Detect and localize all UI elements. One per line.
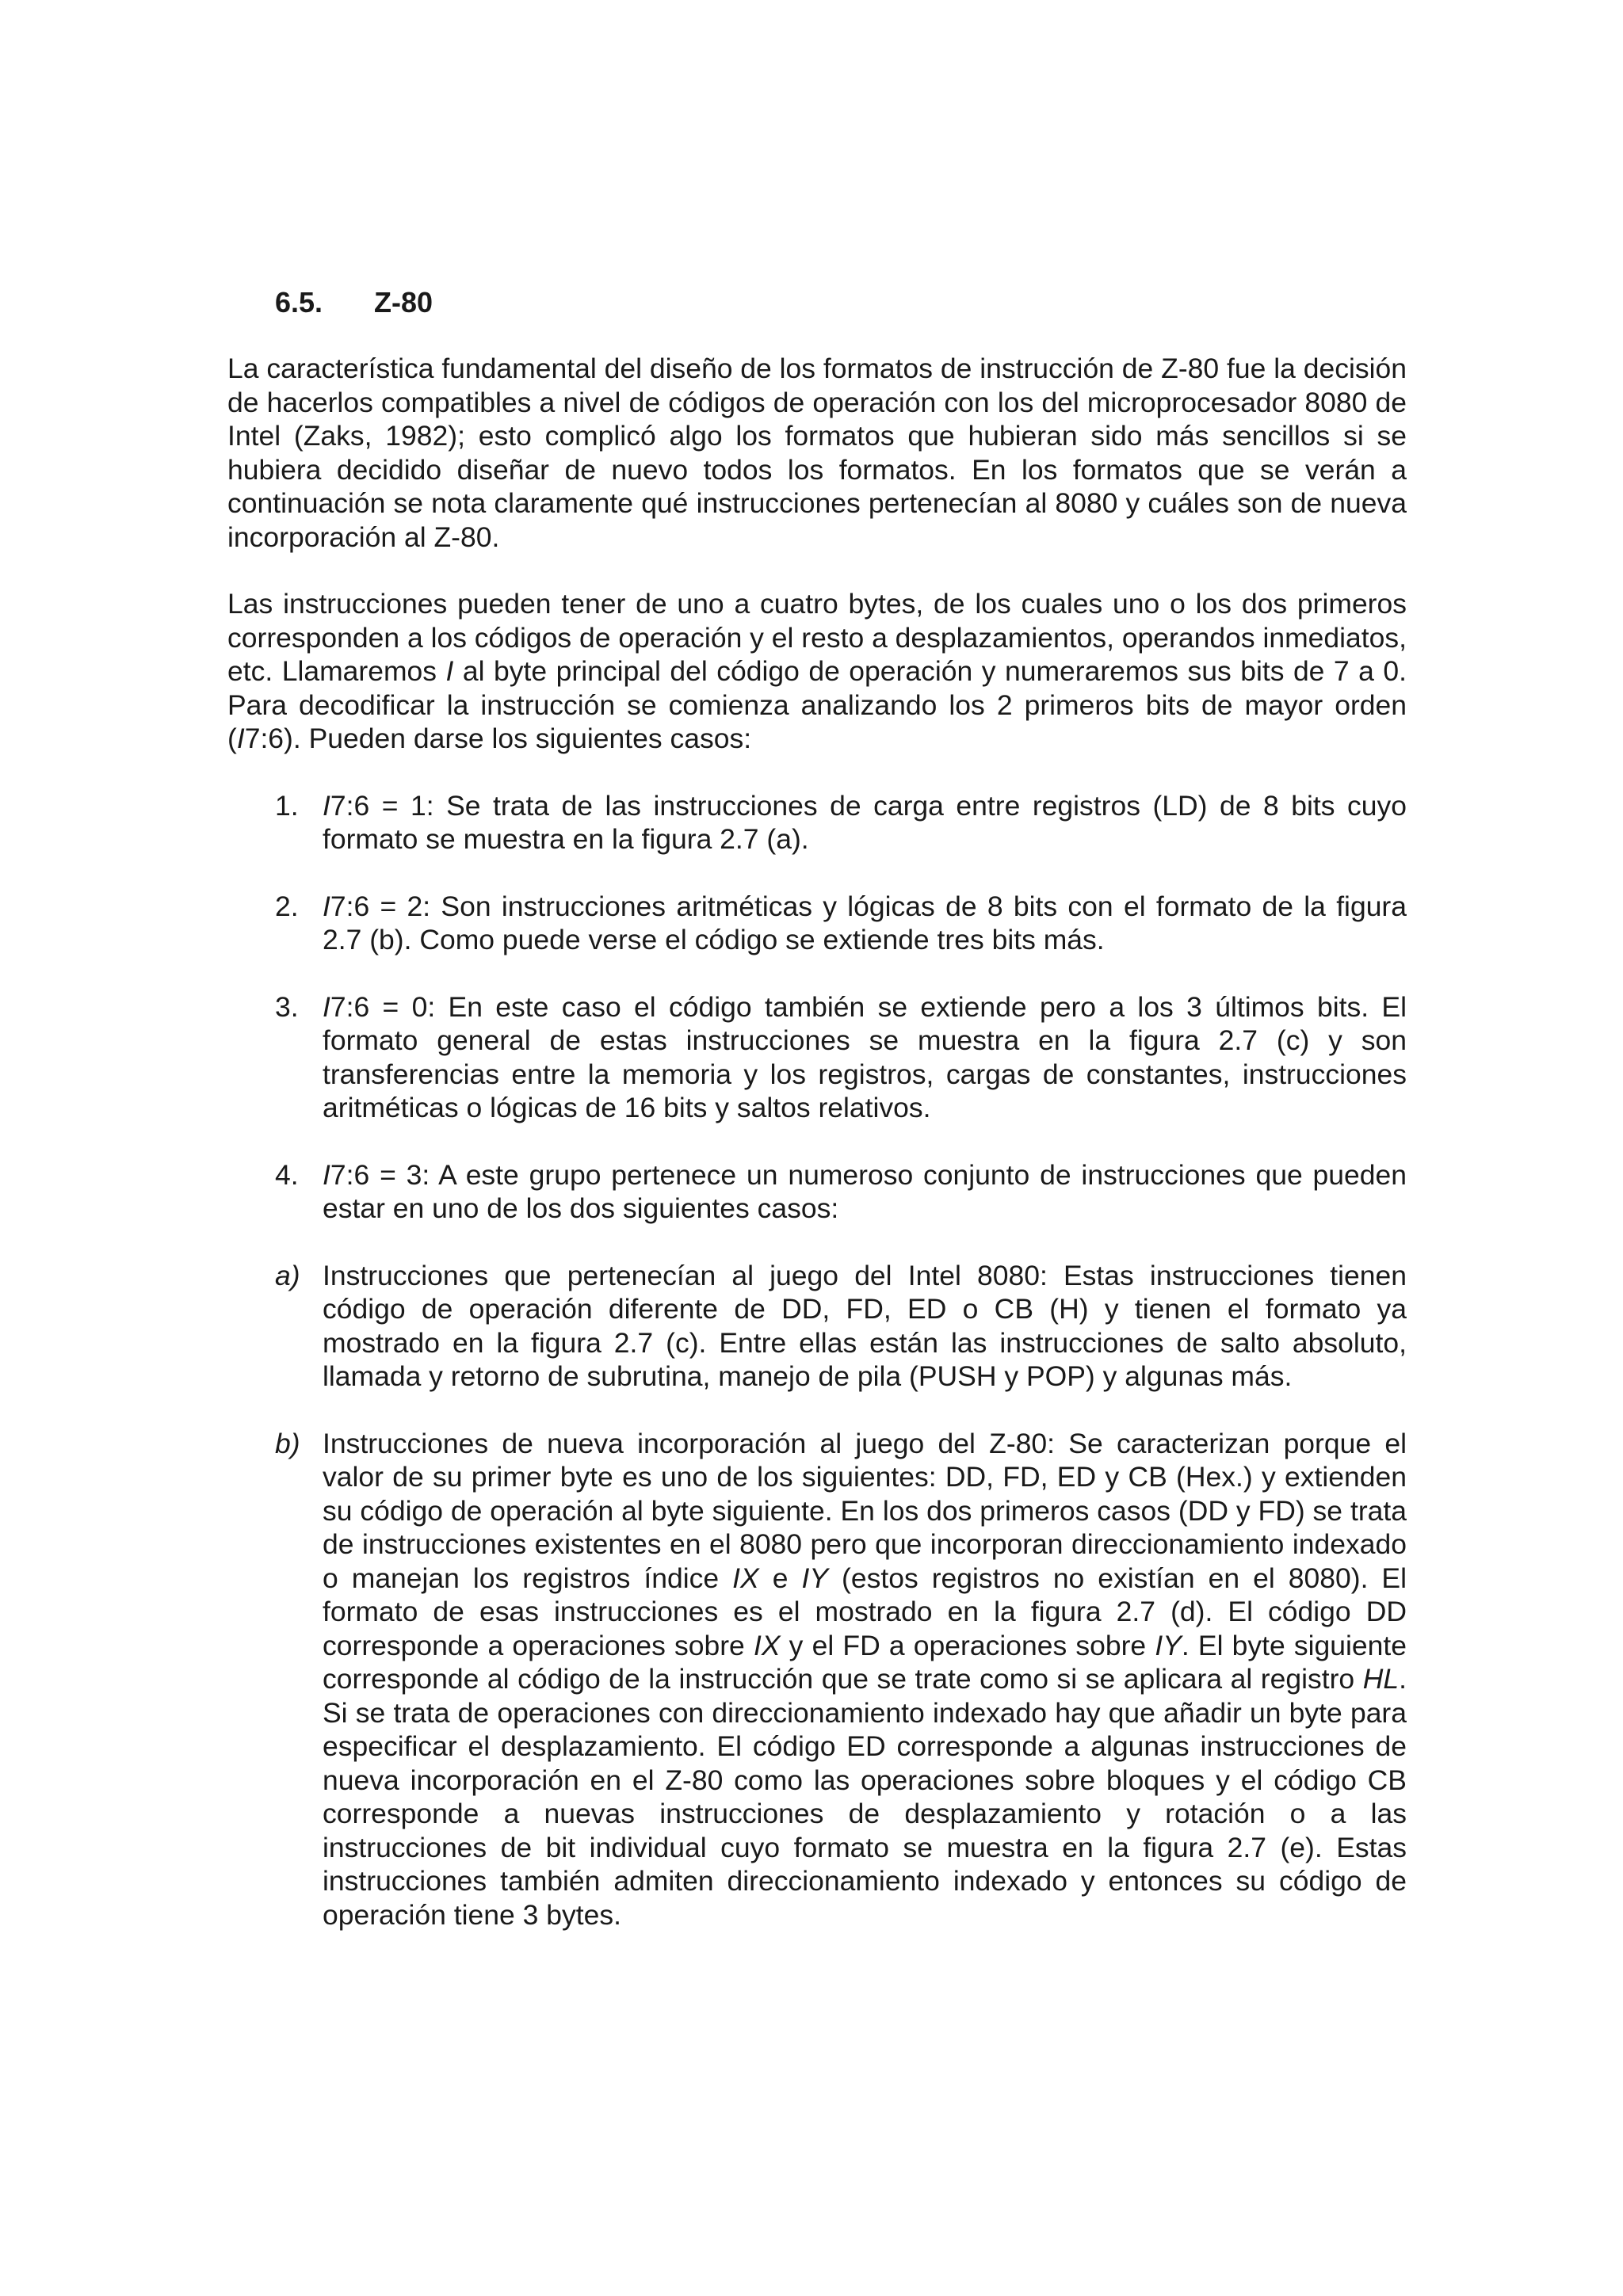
italic-text-run: I — [236, 723, 245, 754]
list-item-text — [323, 890, 1407, 957]
paragraph — [227, 352, 1407, 554]
section-heading — [275, 285, 1407, 320]
paragraph — [227, 587, 1407, 756]
text-run: 7:6 = 1: Se trata de las instrucciones de carga entre registros (LD) de 8 bits cuyo formato se muestra en la figura 2.7 (a). — [323, 789, 1407, 855]
italic-text-run: HL — [1362, 1663, 1400, 1695]
text-run: Las instrucciones pueden tener de uno a cuatro bytes, de los cuales uno o los dos primeros corresponden a los códigos de operación y el resto a desplazamientos, operandos inmediatos, etc. Llamaremos — [227, 588, 1407, 687]
italic-text-run: IY — [801, 1562, 829, 1594]
list-item — [227, 1427, 1407, 1932]
list-item-text — [323, 789, 1407, 856]
text-run: La característica fundamental del diseño de los formatos de instrucción de Z-80 fue la decisión de hacerlos compatibles a nivel de códigos de operación con los del microprocesador 8080 de Intel (Zaks, 1982); esto complicó algo los formatos que hubieran sido más sencillos si se hubiera decidido diseñar de nuevo todos los formatos. En los formatos que se verán a continuación se nota claramente qué instrucciones pertenecían al 8080 y cuáles son de nueva incorporación al Z-80. — [227, 353, 1407, 553]
text-run: y el FD a operaciones sobre — [780, 1629, 1155, 1661]
list-marker: 4. — [275, 1158, 299, 1191]
section-number: 6.5. — [275, 286, 323, 318]
italic-text-run: IX — [732, 1562, 759, 1594]
text-run: 7:6). Pueden darse los siguientes casos: — [244, 723, 752, 754]
list-item-text — [323, 990, 1407, 1125]
text-run: al byte principal del código de operación y numeraremos sus bits de 7 a 0. Para decodificar la instrucción se comienza analizando los 2 primeros bits de mayor orden ( — [227, 655, 1407, 754]
italic-text-run: I — [323, 990, 330, 1023]
list-item-text — [323, 1158, 1407, 1226]
italic-text-run: IX — [753, 1629, 781, 1661]
text-run: . El byte siguiente corresponde al código de la instrucción que se trate como si se aplicara al registro — [323, 1629, 1407, 1695]
list-item — [227, 1158, 1407, 1226]
section-title: Z-80 — [374, 286, 433, 318]
italic-text-run: I — [323, 789, 330, 822]
list-marker: 3. — [275, 990, 299, 1023]
document-page — [227, 285, 1407, 1965]
text-run: Instrucciones de nueva incorporación al juego del Z-80: Se caracterizan porque el valor de su primer byte es uno de los siguientes: DD, FD, ED y CB (Hex.) y extienden su código de operación al byte siguiente. En los dos primeros casos (DD y FD) se trata de instrucciones existentes en el 8080 pero que incorporan direccionamiento indexado o manejan los registros índice — [323, 1427, 1407, 1594]
italic-text-run: I — [323, 890, 330, 922]
text-run: 7:6 = 0: En este caso el código también se extiende pero a los 3 últimos bits. El formato general de estas instrucciones se muestra en la figura 2.7 (c) y son transferencias entre la memoria y los registros, cargas de constantes, instrucciones aritméticas o lógicas de 16 bits y saltos relativos. — [323, 990, 1407, 1123]
list-item-text — [323, 1427, 1407, 1932]
list-marker: b) — [275, 1427, 300, 1459]
text-run: Instrucciones que pertenecían al juego del Intel 8080: Estas instrucciones tienen código de operación diferente de DD, FD, ED o CB (H) y tienen el formato ya mostrado en la figura 2.7 (c). Entre ellas están las instrucciones de salto absoluto, llamada y retorno de subrutina, manejo de pila (PUSH y POP) y algunas más. — [323, 1259, 1407, 1392]
list-item — [227, 789, 1407, 856]
text-run: 7:6 = 2: Son instrucciones aritméticas y lógicas de 8 bits con el formato de la figura 2.7 (b). Como puede verse el código se extiende tres bits más. — [323, 890, 1407, 955]
text-run: . Si se trata de operaciones con direccionamiento indexado hay que añadir un byte para especificar el desplazamiento. El código ED corresponde a algunas instrucciones de nueva incorporación en el Z-80 como las operaciones sobre bloques y el código CB corresponde a nuevas instrucciones de desplazamiento y rotación o a las instrucciones de bit individual cuyo formato se muestra en la figura 2.7 (e). Estas instrucciones también admiten direccionamiento indexado y entonces su código de operación tiene 3 bytes. — [323, 1663, 1407, 1931]
list-item — [227, 890, 1407, 957]
list-marker: 1. — [275, 789, 299, 822]
italic-text-run: IY — [1155, 1629, 1182, 1661]
italic-text-run: I — [445, 655, 454, 687]
text-run: 7:6 = 3: A este grupo pertenece un numeroso conjunto de instrucciones que pueden estar en uno de los dos siguientes casos: — [323, 1158, 1407, 1224]
list-marker: 2. — [275, 890, 299, 922]
text-run: (estos registros no existían en el 8080). El formato de esas instrucciones es el mostrado en la figura 2.7 (d). El código DD corresponde a operaciones sobre — [323, 1562, 1407, 1661]
italic-text-run: I — [323, 1158, 330, 1191]
list-item — [227, 1259, 1407, 1394]
list-marker: a) — [275, 1259, 300, 1291]
list-item-text — [323, 1259, 1407, 1394]
list-item — [227, 990, 1407, 1125]
text-run: e — [758, 1562, 802, 1594]
